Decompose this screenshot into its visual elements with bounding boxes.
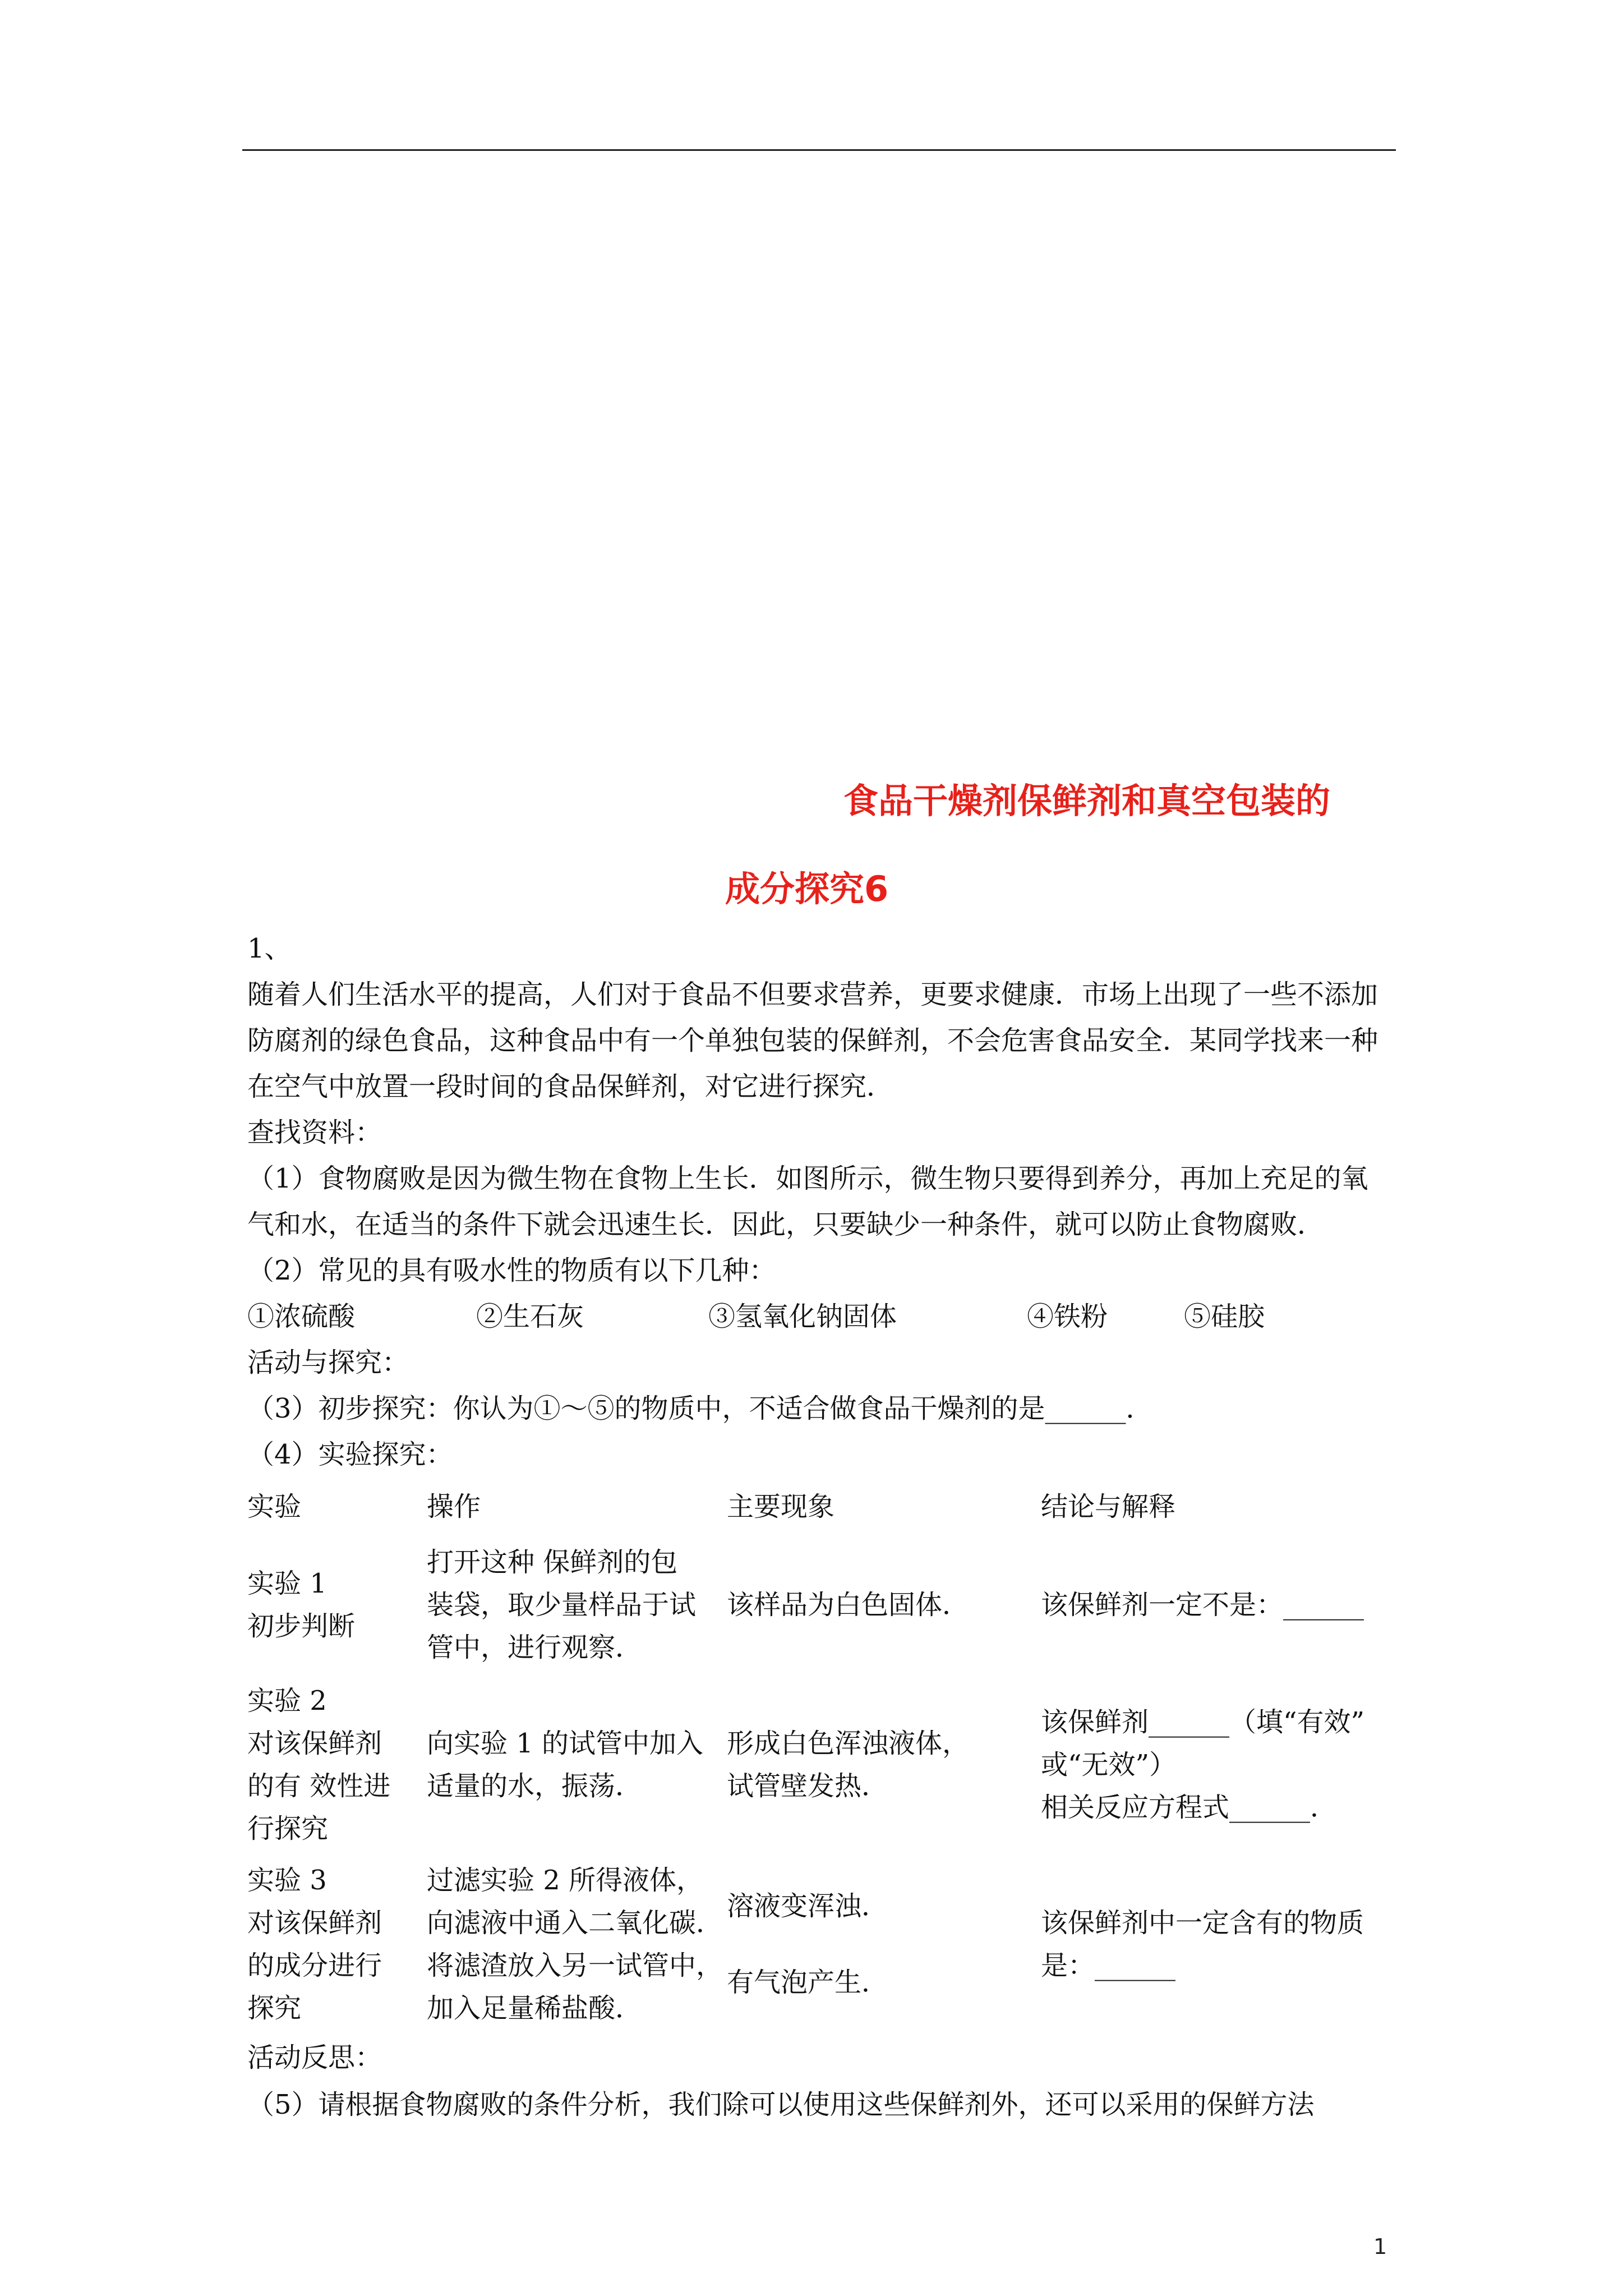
exp2-name-line: 行探究 <box>247 1813 329 1844</box>
exp2-phenomenon <box>727 1675 1041 1855</box>
option-1: ①浓硫酸 <box>247 1301 356 1332</box>
exp3-op-line: 将滤渣放入另一试管中， <box>427 1950 723 1981</box>
exp1-name-line: 实验 1 <box>247 1568 327 1599</box>
exp1-op-line: 打开这种 保鲜剂的包 <box>427 1547 678 1578</box>
exp2-name-line: 的有 效性进 <box>247 1770 391 1802</box>
intro-paragraph: 随着人们生活水平的提高，人们对于食品不但要求营养，更要求健康．市场上出现了一些不添加防腐剂的绿色食品，这种食品中有一个单独包装的保鲜剂，不会危害食品安全．某同学找来一种在空气中放置一段时间的食品保鲜剂，对它进行探究． <box>247 979 1378 1102</box>
exp2-name-line: 对该保鲜剂 <box>247 1728 382 1759</box>
section-reflection-heading: 活动反思： <box>247 2042 382 2073</box>
option-2: ②生石灰 <box>476 1301 584 1332</box>
exp3-name-line: 实验 3 <box>247 1865 327 1896</box>
exp1-phenomenon: 该样品为白色固体． <box>727 1589 970 1621</box>
option-5: ⑤硅胶 <box>1184 1301 1265 1332</box>
question-body <box>247 926 1391 1478</box>
option-4: ④铁粉 <box>1027 1301 1108 1332</box>
exp1-name-line: 初步判断 <box>247 1611 356 1642</box>
exp2-con-line: 相关反应方程式______． <box>1041 1792 1338 1823</box>
exp2-name <box>247 1675 427 1855</box>
option-3: ③氢氧化钠固体 <box>708 1301 897 1332</box>
info-2-paragraph: （2）常见的具有吸水性的物质有以下几种： <box>247 1255 776 1286</box>
exp3-op-line: 向滤液中通入二氧化碳． <box>427 1907 723 1939</box>
exp3-con-line: 该保鲜剂中一定含有的物质 <box>1041 1907 1364 1939</box>
question-number: 1、 <box>247 933 292 964</box>
exp3-ph-line: 有气泡产生． <box>727 1967 889 1998</box>
question-4: （4）实验探究： <box>247 1439 453 1470</box>
exp2-ph-line: 形成白色浑浊液体， <box>727 1728 970 1759</box>
experiment-table <box>247 1479 1400 2034</box>
section-lookup-heading: 查找资料： <box>247 1117 382 1148</box>
exp2-op-line: 适量的水，振荡． <box>427 1770 643 1802</box>
header-experiment: 实验 <box>247 1491 302 1522</box>
exp2-operation <box>427 1675 727 1855</box>
exp2-ph-line: 试管壁发热． <box>727 1770 889 1802</box>
header-rule <box>242 149 1396 151</box>
page-number: 1 <box>1373 2234 1387 2259</box>
header-conclusion: 结论与解释 <box>1041 1491 1176 1522</box>
options-row <box>247 1294 1391 1340</box>
table-row-exp3 <box>247 1855 1400 2034</box>
reflection-section <box>247 2034 1391 2128</box>
exp1-name <box>247 1535 427 1675</box>
table-row-exp2 <box>247 1675 1400 1855</box>
exp3-name <box>247 1855 427 2034</box>
question-3: （3）初步探究：你认为①～⑤的物质中，不适合做食品干燥剂的是______． <box>247 1393 1153 1424</box>
table-header-row <box>247 1479 1400 1535</box>
exp3-name-line: 探究 <box>247 1993 302 2024</box>
header-operation: 操作 <box>427 1491 481 1522</box>
header-phenomenon: 主要现象 <box>727 1491 835 1522</box>
info-1-paragraph: （1）食物腐败是因为微生物在食物上生长．如图所示，微生物只要得到养分，再加上充足的氧气和水，在适当的条件下就会迅速生长．因此，只要缺少一种条件，就可以防止食物腐败． <box>247 1163 1368 1240</box>
exp2-con-line: 或“无效”） <box>1041 1749 1177 1780</box>
exp1-conclusion: 该保鲜剂一定不是：______ <box>1041 1589 1364 1621</box>
title-line-1: 食品干燥剂保鲜剂和真空包装的 <box>843 780 1331 821</box>
exp3-con-line: 是：______ <box>1041 1950 1176 1981</box>
exp3-phenomenon <box>727 1855 1041 2034</box>
exp3-operation <box>427 1855 727 2034</box>
exp3-op-line: 过滤实验 2 所得液体， <box>427 1865 704 1896</box>
exp3-op-line: 加入足量稀盐酸． <box>427 1993 643 2024</box>
exp3-conclusion <box>1041 1855 1400 2034</box>
exp1-op-line: 装袋，取少量样品于试 <box>427 1589 697 1621</box>
exp2-op-line: 向实验 1 的试管中加入 <box>427 1728 704 1759</box>
exp2-name-line: 实验 2 <box>247 1685 327 1717</box>
exp1-operation <box>427 1535 727 1675</box>
exp3-name-line: 的成分进行 <box>247 1950 382 1981</box>
exp1-op-line: 管中，进行观察． <box>427 1632 643 1663</box>
exp2-con-line: 该保鲜剂______（填“有效” <box>1041 1706 1365 1738</box>
exp3-ph-line: 溶液变浑浊． <box>727 1890 889 1922</box>
exp3-name-line: 对该保鲜剂 <box>247 1907 382 1939</box>
exp2-conclusion <box>1041 1675 1400 1855</box>
question-5: （5）请根据食物腐败的条件分析，我们除可以使用这些保鲜剂外，还可以采用的保鲜方法 <box>247 2089 1315 2120</box>
section-activity-heading: 活动与探究： <box>247 1347 409 1378</box>
title-line-2: 成分探究6 <box>725 868 889 909</box>
table-row-exp1 <box>247 1535 1400 1675</box>
